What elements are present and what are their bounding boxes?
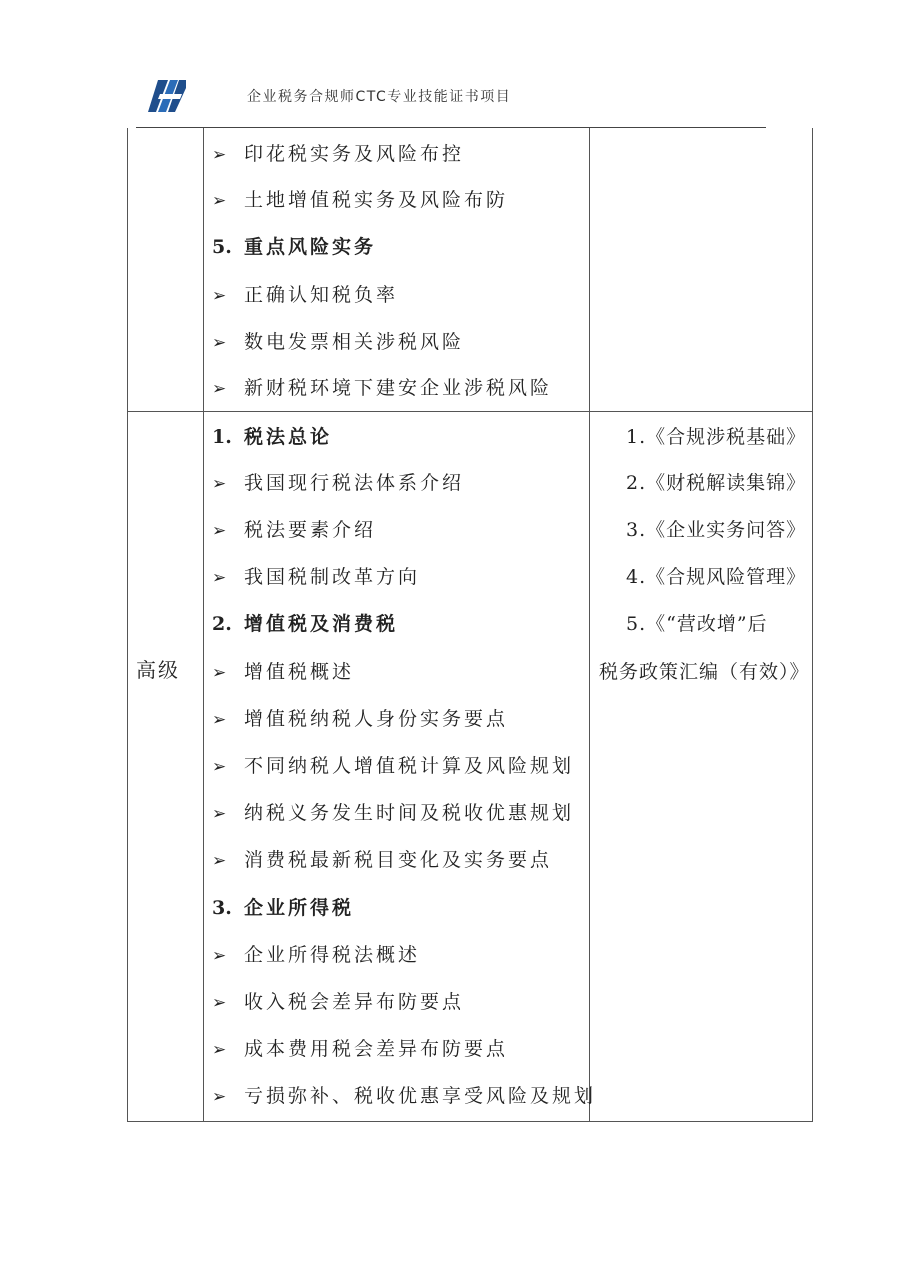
list-item: ➢ 印花税实务及风险布控: [212, 139, 464, 169]
arrow-bullet-icon: ➢: [212, 663, 227, 683]
list-item: ➢ 税法要素介绍: [212, 515, 376, 545]
arrow-bullet-icon: ➢: [212, 191, 227, 211]
list-item: ➢ 增值税概述: [212, 657, 354, 687]
arrow-bullet-icon: ➢: [212, 993, 227, 1013]
section-heading: 2. 增值税及消费税: [212, 613, 399, 635]
table-border-left: [127, 128, 128, 1122]
arrow-bullet-icon: ➢: [212, 804, 227, 824]
arrow-bullet-icon: ➢: [212, 521, 227, 541]
list-item: ➢ 土地增值税实务及风险布防: [212, 185, 508, 215]
table-border-bottom: [127, 1121, 813, 1122]
table-column-divider-level: [203, 128, 204, 1122]
arrow-bullet-icon: ➢: [212, 568, 227, 588]
arrow-bullet-icon: ➢: [212, 474, 227, 494]
arrow-bullet-icon: ➢: [212, 333, 227, 353]
level-label: 高级: [136, 658, 180, 682]
reference-item: 2.《财税解读集锦》: [626, 472, 807, 494]
list-item: ➢ 正确认知税负率: [212, 280, 398, 310]
arrow-bullet-icon: ➢: [212, 286, 227, 306]
list-item: ➢ 成本费用税会差异布防要点: [212, 1034, 508, 1064]
table-row-divider: [127, 411, 813, 412]
arrow-bullet-icon: ➢: [212, 379, 227, 399]
arrow-bullet-icon: ➢: [212, 145, 227, 165]
list-item: ➢ 新财税环境下建安企业涉税风险: [212, 373, 552, 403]
section-heading: 1. 税法总论: [212, 426, 333, 448]
company-logo: [148, 78, 186, 114]
table-border-right: [812, 128, 813, 1122]
list-item: ➢ 不同纳税人增值税计算及风险规划: [212, 751, 574, 781]
arrow-bullet-icon: ➢: [212, 710, 227, 730]
list-item: ➢ 数电发票相关涉税风险: [212, 327, 464, 357]
list-item: ➢ 纳税义务发生时间及税收优惠规划: [212, 798, 574, 828]
list-item: ➢ 我国税制改革方向: [212, 562, 420, 592]
reference-item: 4.《合规风险管理》: [626, 566, 807, 588]
list-item: ➢ 亏损弥补、税收优惠享受风险及规划: [212, 1081, 596, 1111]
section-heading: 3. 企业所得税: [212, 897, 355, 919]
arrow-bullet-icon: ➢: [212, 1087, 227, 1107]
reference-item: 1.《合规涉税基础》: [626, 426, 807, 448]
list-item: ➢ 增值税纳税人身份实务要点: [212, 704, 508, 734]
page-header: [0, 0, 900, 130]
reference-item: 3.《企业实务问答》: [626, 519, 807, 541]
list-item: ➢ 收入税会差异布防要点: [212, 987, 464, 1017]
table-column-divider-content: [589, 128, 590, 1122]
arrow-bullet-icon: ➢: [212, 757, 227, 777]
list-item: ➢ 企业所得税法概述: [212, 940, 420, 970]
arrow-bullet-icon: ➢: [212, 946, 227, 966]
arrow-bullet-icon: ➢: [212, 851, 227, 871]
section-heading: 5. 重点风险实务: [212, 236, 377, 258]
list-item: ➢ 我国现行税法体系介绍: [212, 468, 464, 498]
reference-item: 税务政策汇编（有效）》: [599, 661, 810, 683]
list-item: ➢ 消费税最新税目变化及实务要点: [212, 845, 552, 875]
document-title: 企业税务合规师CTC专业技能证书项目: [247, 89, 512, 105]
reference-item: 5.《“营改增”后: [626, 613, 768, 635]
arrow-bullet-icon: ➢: [212, 1040, 227, 1060]
